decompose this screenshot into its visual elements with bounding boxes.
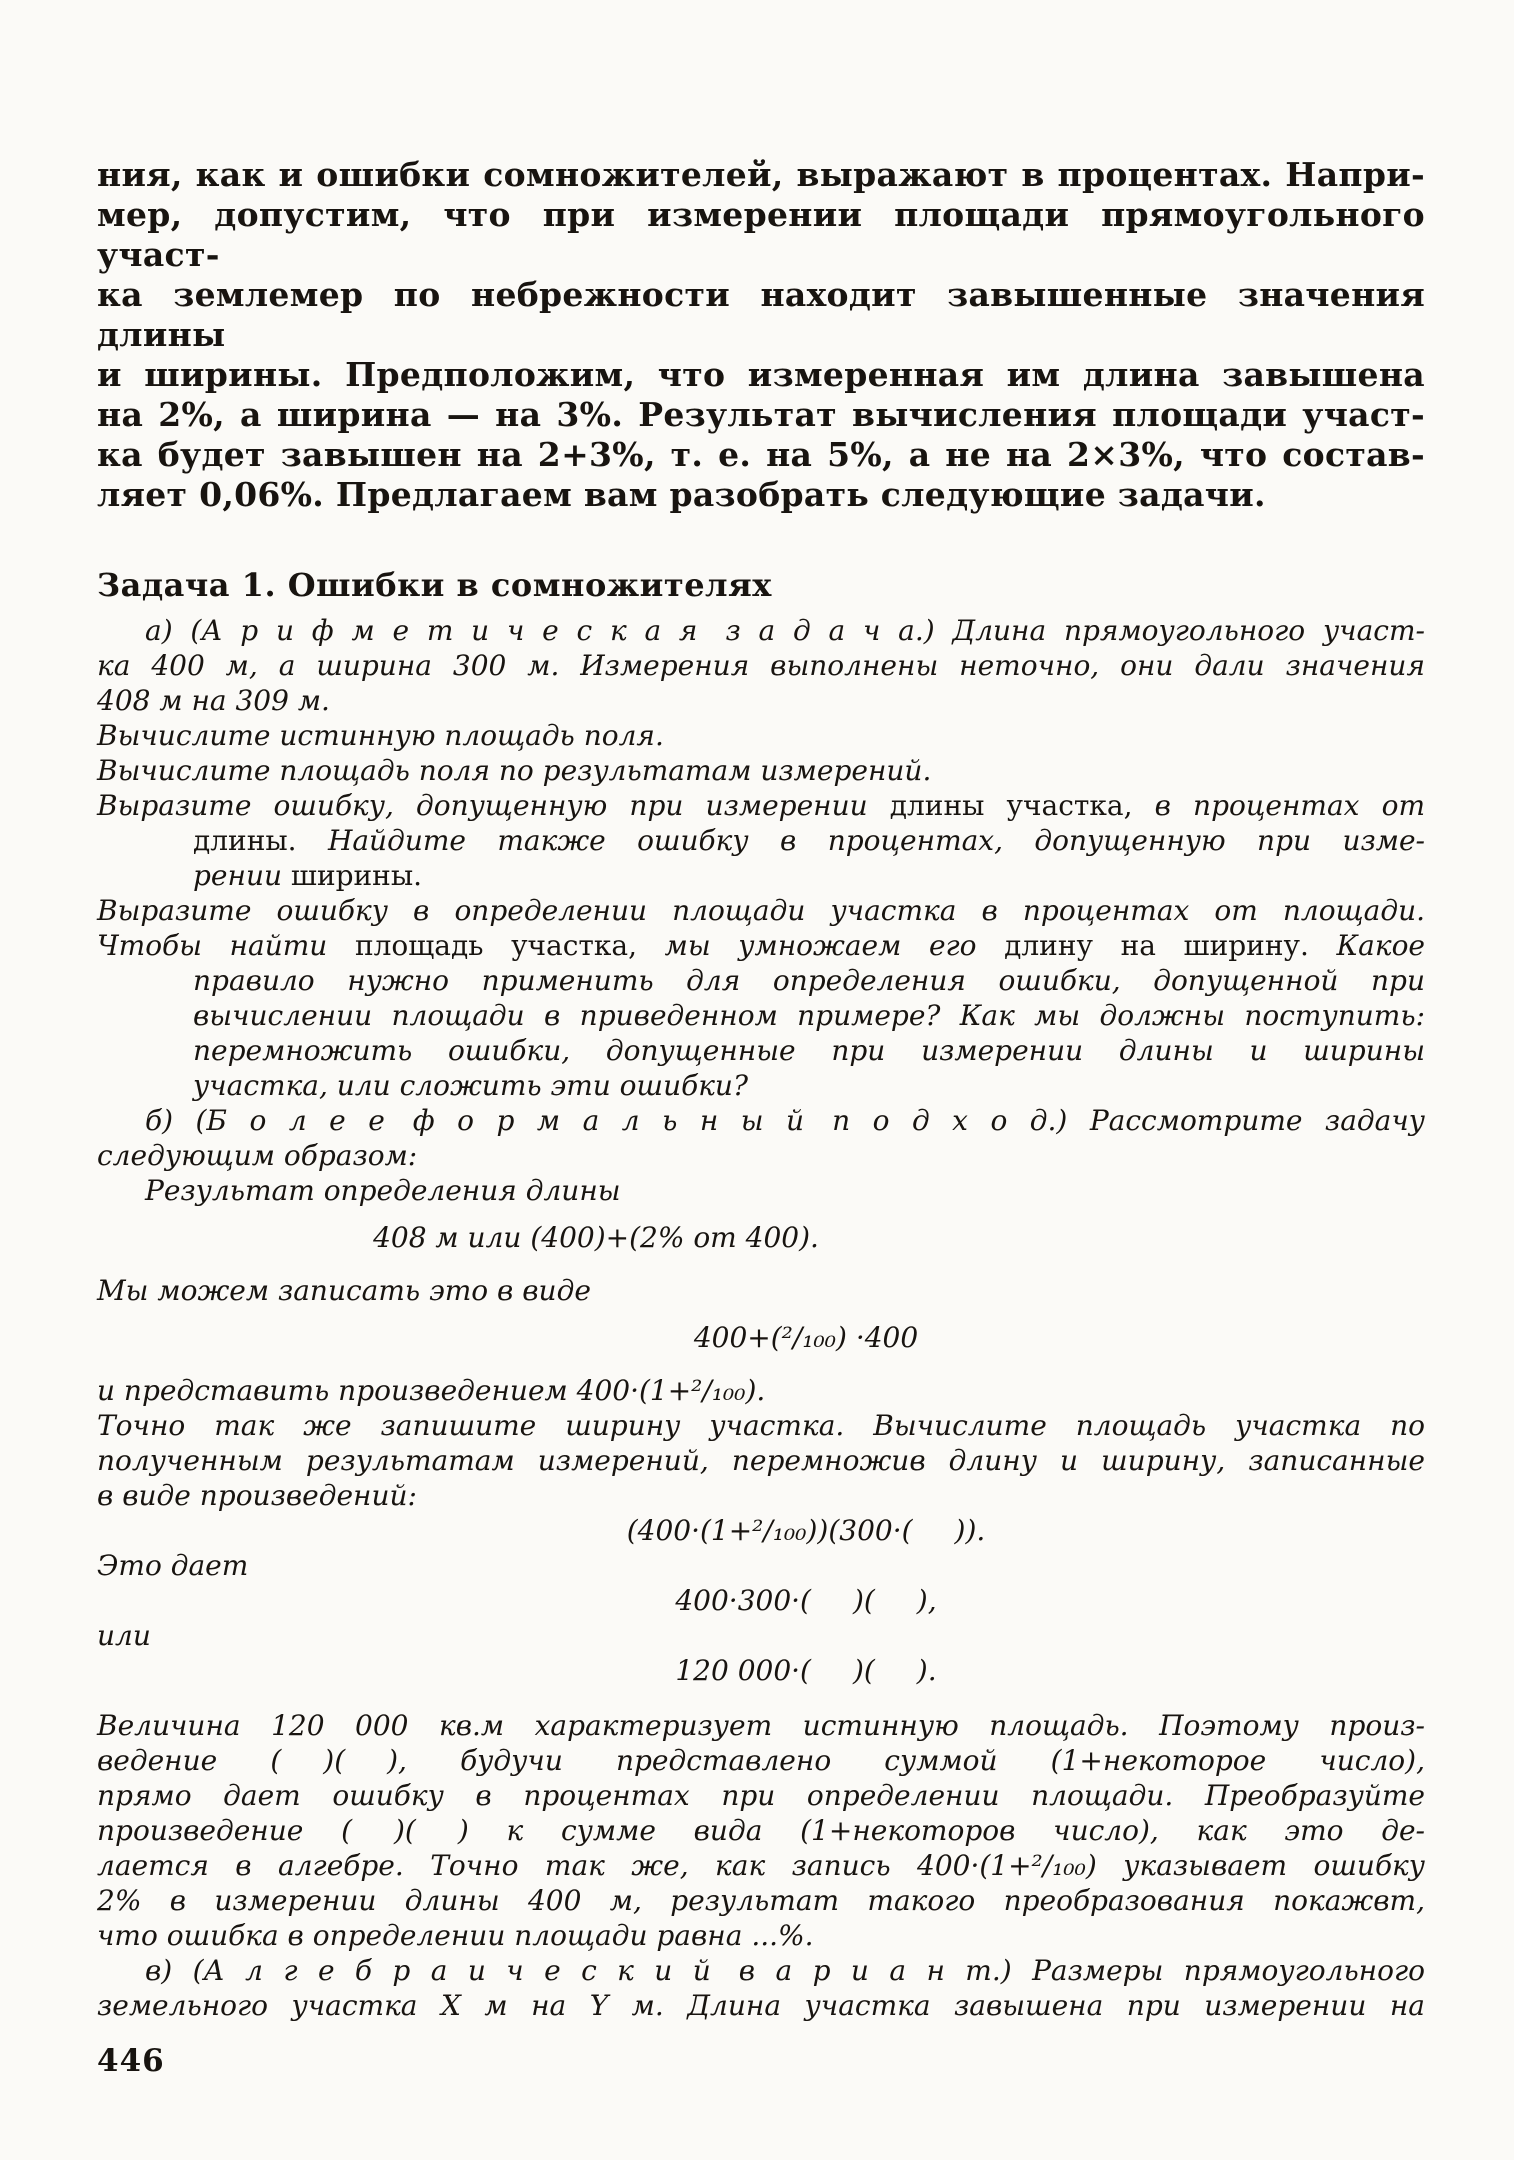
- text-line: земельного участка X м на Y м. Длина участка завышена при измерении на: [97, 1989, 1425, 2022]
- text-line: Выразите ошибку в определении площади участка в процентах от площади.: [97, 894, 1425, 927]
- text-line: следующим образом:: [97, 1139, 418, 1172]
- text-line: ния, как и ошибки сомножителей, выражают в процентах. Напри-: [97, 155, 1425, 194]
- formula-line: 408 м или (400)+(2% от 400).: [373, 1221, 819, 1254]
- problem-body: [97, 613, 1425, 2023]
- upright-fragment: длину на ширину.: [1004, 929, 1309, 962]
- text-line: Вычислите площадь поля по результатам измерений.: [97, 754, 932, 787]
- text-line: [97, 823, 1425, 858]
- text-line: мер, допустим, что при измерении площади прямоугольного участ-: [97, 195, 1425, 274]
- text-line: что ошибка в определении площади равна ...%.: [97, 1919, 814, 1952]
- text-line: ведение ( )( ), будучи представлено суммой (1+некоторое число),: [97, 1744, 1425, 1777]
- text-line: и представить произведением 400·(1+²/₁₀₀).: [97, 1374, 766, 1407]
- text-line: Это дает: [97, 1549, 249, 1582]
- text-line: ка землемер по небрежности находит завышенные значения длины: [97, 275, 1425, 354]
- text-line: на 2%, а ширина — на 3%. Результат вычисления площади участ-: [97, 395, 1425, 434]
- section-heading: Задача 1. Ошибки в сомножителях: [97, 566, 772, 604]
- text-line: [97, 928, 1425, 963]
- text-line: прямо дает ошибку в процентах при определении площади. Преобразуйте: [97, 1779, 1425, 1812]
- text-line: Величина 120 000 кв.м характеризует истинную площадь. Поэтому произ-: [97, 1709, 1425, 1742]
- text-line: [97, 858, 1425, 893]
- text-line: ка 400 м, а ширина 300 м. Измерения выполнены неточно, они дали значения: [97, 649, 1425, 682]
- text-line: Точно так же запишите ширину участка. Вычислите площадь участка по: [97, 1409, 1425, 1442]
- text-line: Результат определения длины: [145, 1174, 621, 1207]
- text-line: лается в алгебре. Точно так же, как запись 400·(1+²/₁₀₀) указывает ошибку: [97, 1849, 1425, 1882]
- italic-fragment: Найдите также ошибку в процентах, допущенную при изме-: [296, 824, 1425, 857]
- text-line: или: [97, 1619, 151, 1652]
- italic-fragment: мы умножаем его: [637, 929, 1005, 962]
- italic-fragment: Какое: [1308, 929, 1425, 962]
- italic-fragment: Выразите ошибку, допущенную при измерении: [97, 789, 890, 822]
- text-line: и ширины. Предположим, что измеренная им длина завышена: [97, 355, 1425, 394]
- text-line: б) (Б о л е е ф о р м а л ь н ы й п о д х о д.) Рассмотрите задачу: [145, 1104, 1425, 1137]
- text-line: ка будет завышен на 2+3%, т. е. на 5%, а не на 2×3%, что состав-: [97, 435, 1425, 474]
- upright-fragment: площадь участка,: [354, 929, 638, 962]
- formula-line: 400·300·( )( ),: [675, 1584, 937, 1617]
- text-line: полученным результатам измерений, перемножив длину и ширину, записанные: [97, 1444, 1425, 1477]
- italic-fragment: рении: [193, 859, 291, 892]
- italic-fragment: в процентах от: [1132, 789, 1425, 822]
- upright-fragment: ширины.: [290, 859, 423, 892]
- formula-line: 400+(²/₁₀₀) ·400: [693, 1321, 919, 1354]
- text-line: перемножить ошибки, допущенные при измерении длины и ширины: [193, 1034, 1425, 1067]
- formula-line: (400·(1+²/₁₀₀))(300·( )).: [626, 1514, 986, 1547]
- upright-fragment: длины.: [193, 824, 297, 857]
- text-line: Мы можем записать это в виде: [97, 1274, 591, 1307]
- italic-fragment: Чтобы найти: [97, 929, 355, 962]
- page-number: 446: [97, 2043, 165, 2079]
- text-line: вычислении площади в приведенном примере? Как мы должны поступить:: [193, 999, 1425, 1032]
- text-line: а) (А р и ф м е т и ч е с к а я з а д а ч а.) Длина прямоугольного участ-: [145, 614, 1425, 647]
- text-line: ляет 0,06%. Предлагаем вам разобрать следующие задачи.: [97, 475, 1266, 514]
- text-line: 2% в измерении длины 400 м, результат такого преобразования покажвт,: [97, 1884, 1425, 1917]
- formula-line: 120 000·( )( ).: [675, 1654, 937, 1687]
- text-line: правило нужно применить для определения ошибки, допущенной при: [193, 964, 1425, 997]
- upright-fragment: длины участка,: [889, 789, 1133, 822]
- text-line: участка, или сложить эти ошибки?: [193, 1069, 748, 1102]
- text-line: произведение ( )( ) к сумме вида (1+некоторов число), как это де-: [97, 1814, 1425, 1847]
- text-line: 408 м на 309 м.: [97, 684, 330, 717]
- text-line: Вычислите истинную площадь поля.: [97, 719, 664, 752]
- text-line: в виде произведений:: [97, 1479, 417, 1512]
- text-line: [97, 788, 1425, 823]
- text-line: в) (А л г е б р а и ч е с к и й в а р и а н т.) Размеры прямоугольного: [145, 1954, 1425, 1987]
- intro-paragraph: [97, 155, 1425, 515]
